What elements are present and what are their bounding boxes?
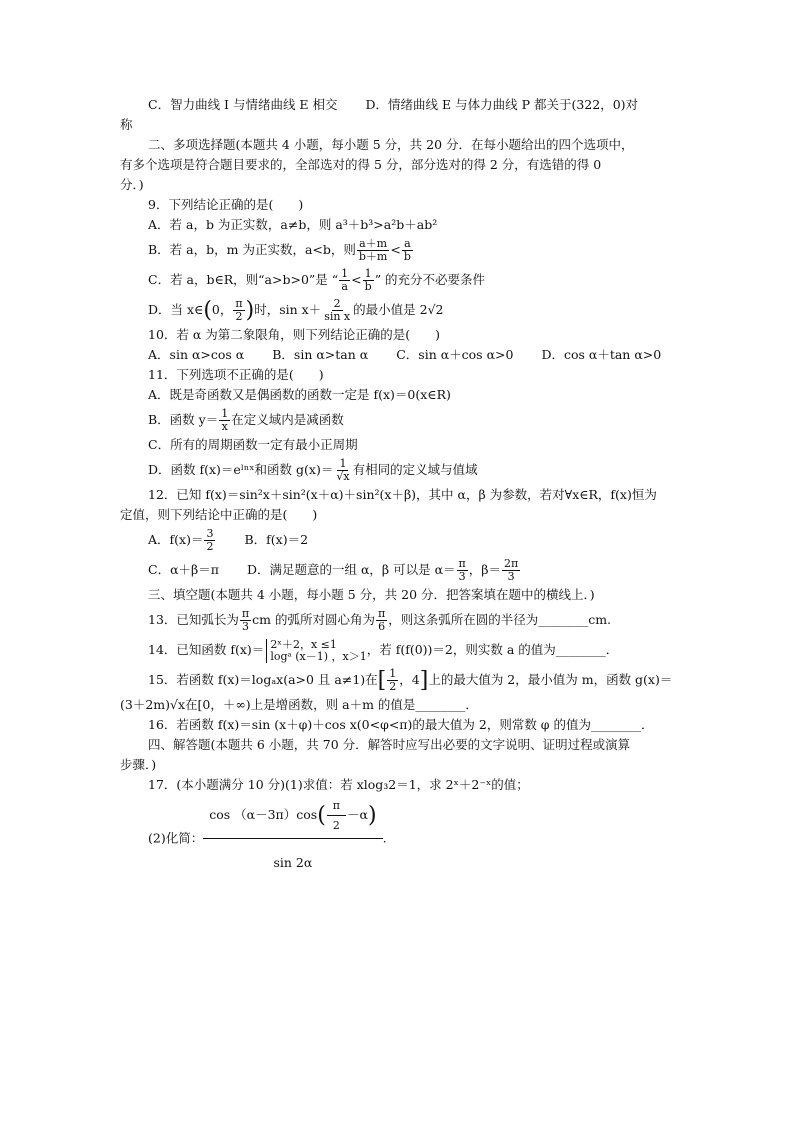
numerator: [203, 795, 382, 839]
numerator-text-end: －α: [347, 807, 368, 822]
option-a: A．f(x)＝: [148, 532, 204, 547]
denominator: √x: [336, 470, 350, 483]
denominator: b: [364, 280, 372, 293]
numerator: π: [327, 800, 346, 816]
section-4-heading-cont: 步骤．): [120, 757, 157, 772]
q17b-text: (2)化简：: [148, 830, 204, 846]
question-14: [120, 635, 680, 665]
q9d-text-end: 的最小值是 2√2: [353, 302, 444, 317]
right-paren-icon: ): [245, 297, 255, 323]
numerator: 2π: [503, 557, 519, 570]
denominator: sin 2α: [273, 855, 313, 870]
option-c: C．sin α＋cos α>0: [396, 347, 514, 362]
numerator: a＋m: [359, 237, 388, 250]
fraction: [502, 558, 520, 583]
fraction: [322, 298, 352, 323]
question-11-option-d: [120, 455, 680, 485]
question-15: [120, 665, 680, 695]
section-2-heading-cont: 有多个选项是符合题目要求的，全部选对的得 5 分，部分选对的得 2 分，有选错的得 0: [120, 157, 602, 172]
fraction: [376, 608, 387, 633]
section-4-heading: 四、解答题(本题共 6 小题，共 70 分．解答时应写出必要的文字说明、证明过程或演算: [148, 737, 631, 752]
left-paren-icon: (: [317, 802, 326, 828]
less-than: <: [390, 242, 401, 257]
q9c-text: C．若 a，b∈R，则“a>b>0”是 “: [148, 272, 339, 287]
numerator: π: [377, 607, 386, 620]
denominator: b＋m: [358, 250, 388, 263]
question-9-option-d: [120, 295, 680, 325]
fraction: [219, 408, 230, 433]
q13-text: 13．已知弧长为: [148, 612, 239, 627]
q15-text: 15．若函数 f(x)＝logₐx(a>0 且 a≠1)在: [148, 672, 378, 687]
question-11-option-a: A．既是奇函数又是偶函数的函数一定是 f(x)＝0(x∈R): [148, 387, 451, 402]
option-8d: D．情绪曲线 E 与体力曲线 P 都关于(322，0)对: [365, 97, 639, 112]
numerator: π: [458, 557, 466, 570]
period: .: [382, 830, 387, 846]
fraction: [240, 608, 251, 633]
denominator: 2: [206, 540, 214, 553]
less-than: <: [351, 272, 362, 287]
fraction: [339, 268, 350, 293]
option-8d-cont: 称: [120, 117, 133, 132]
section-2-heading: 二、多项选择题(本题共 4 小题，每小题 5 分，共 20 分．在每小题给出的四个选项中，: [148, 137, 634, 152]
option-c: C．α＋β＝π: [148, 562, 219, 577]
question-9-option-b: [120, 235, 680, 265]
fraction: [233, 298, 244, 323]
right-bracket-icon: ]: [419, 667, 429, 693]
question-12-options-ab: [120, 525, 680, 555]
fraction: [402, 238, 413, 263]
question-9-option-a: A．若 a，b 为正实数，a≠b，则 a³＋b³>a²b＋ab²: [148, 217, 438, 232]
option-8c-line: [120, 95, 680, 115]
numerator-text: cos （α－3π）cos: [209, 807, 318, 822]
option-d-mid: ，β＝: [468, 562, 501, 577]
q13-text-mid: cm 的弧所对圆心角为: [252, 612, 375, 627]
question-9: 9．下列结论正确的是( ): [148, 197, 304, 212]
numerator: π: [241, 607, 250, 620]
numerator: π: [235, 297, 243, 310]
question-9-option-c: [120, 265, 680, 295]
numerator: 1: [389, 667, 397, 680]
fraction: [334, 458, 351, 483]
question-13: [120, 605, 680, 635]
option-b: B．sin α>tan α: [272, 347, 369, 362]
fraction: [457, 558, 468, 583]
numerator: 3: [206, 527, 214, 540]
question-15-cont: (3＋2m)√x在[0，＋∞)上是增函数，则 a＋m 的值是________．: [120, 697, 478, 712]
question-11: 11．下列选项不正确的是( ): [148, 367, 324, 382]
option-d: D．cos α＋tan α>0: [541, 347, 662, 362]
question-17: 17．(本小题满分 10 分)(1)求值：若 xlog₃2＝1，求 2ˣ＋2⁻ˣ的值；: [148, 777, 529, 792]
fraction: [204, 528, 215, 553]
question-12-options-cd: [120, 555, 680, 585]
q9b-text: B．若 a，b，m 为正实数，a<b，则: [148, 242, 356, 257]
q11b-text-end: 在定义域内是减函数: [231, 412, 344, 427]
question-17-part-2: [120, 795, 680, 883]
left-paren-icon: (: [203, 297, 212, 323]
interval-end: ，4: [399, 672, 420, 687]
q9d-text: D．当 x∈: [148, 302, 204, 317]
fraction: [363, 268, 374, 293]
numerator: 1: [341, 267, 349, 280]
q14-text-end: ，若 f(f(0))＝2，则实数 a 的值为________．: [366, 642, 619, 657]
q11d-text: D．函数 f(x)＝eˡⁿˣ和函数 g(x)＝: [148, 462, 334, 477]
simplify-fraction: [203, 795, 382, 883]
question-11-option-c: C．所有的周期函数一定有最小正周期: [148, 437, 358, 452]
question-11-option-b: [120, 405, 680, 435]
q9d-text-mid: 时，sin x＋: [254, 302, 322, 317]
question-12-cont: 定值，则下列结论中正确的是( ): [120, 507, 318, 522]
section-3-heading: 三、填空题(本题共 4 小题，每小题 5 分，共 20 分．把答案填在题中的横线上．): [148, 587, 595, 602]
q15-text-end: 上的最大值为 2，最小值为 m，函数 g(x)＝: [428, 672, 673, 687]
numerator: 1: [364, 267, 372, 280]
question-16: 16．若函数 f(x)＝sin (x＋φ)＋cos x(0<φ<π)的最大值为 2，则常数 φ 的值为________．: [148, 717, 654, 732]
denominator: sin x: [324, 310, 351, 323]
piecewise-row-2: logᵃ (x－1) ，x＞1: [270, 649, 367, 663]
piecewise-function: [266, 639, 366, 663]
interval-start: 0，: [211, 302, 233, 317]
question-10: 10．若 α 为第二象限角，则下列结论正确的是( ): [148, 327, 441, 342]
denominator: 2: [332, 818, 340, 832]
option-a: A．sin α>cos α: [148, 347, 245, 362]
numerator: a: [404, 237, 411, 250]
q9c-text-end: ” 的充分不必要条件: [374, 272, 486, 287]
question-12: 12．已知 f(x)＝sin²x＋sin²(x＋α)＋sin²(x＋β)，其中 α，β 为参数，若对∀x∈R，f(x)恒为: [148, 487, 657, 502]
q14-text: 14．已知函数 f(x)＝: [148, 642, 265, 657]
right-paren-icon: ): [367, 802, 377, 828]
denominator: x: [221, 420, 228, 433]
option-b: B．f(x)＝2: [244, 532, 309, 547]
fraction: [357, 238, 389, 263]
numerator: 1: [339, 457, 347, 470]
option-8c: C．智力曲线 I 与情绪曲线 E 相交: [148, 97, 338, 112]
numerator: 1: [221, 407, 229, 420]
fraction: [387, 668, 398, 693]
denominator: b: [403, 250, 411, 263]
option-d: D．满足题意的一组 α，β 可以是 α＝: [246, 562, 456, 577]
denominator: 3: [458, 570, 466, 583]
denominator: 3: [242, 620, 250, 633]
denominator: a: [341, 280, 348, 293]
section-2-heading-end: 分．): [120, 177, 144, 192]
numerator: 2: [333, 297, 341, 310]
piecewise-row-1: 2ˣ＋2，x ≤1: [270, 637, 337, 651]
denominator: 3: [507, 570, 515, 583]
denominator: 2: [235, 310, 243, 323]
q11d-text-end: 有相同的定义域与值域: [352, 462, 478, 477]
fraction: [327, 800, 346, 832]
q11b-text: B．函数 y＝: [148, 412, 219, 427]
question-10-options: [120, 345, 680, 365]
denominator: 6: [378, 620, 386, 633]
exam-page: [120, 95, 680, 883]
left-bracket-icon: [: [377, 667, 387, 693]
denominator: 2: [389, 680, 397, 693]
q13-text-end: ，则这条弧所在圆的半径为________cm.: [388, 612, 612, 627]
